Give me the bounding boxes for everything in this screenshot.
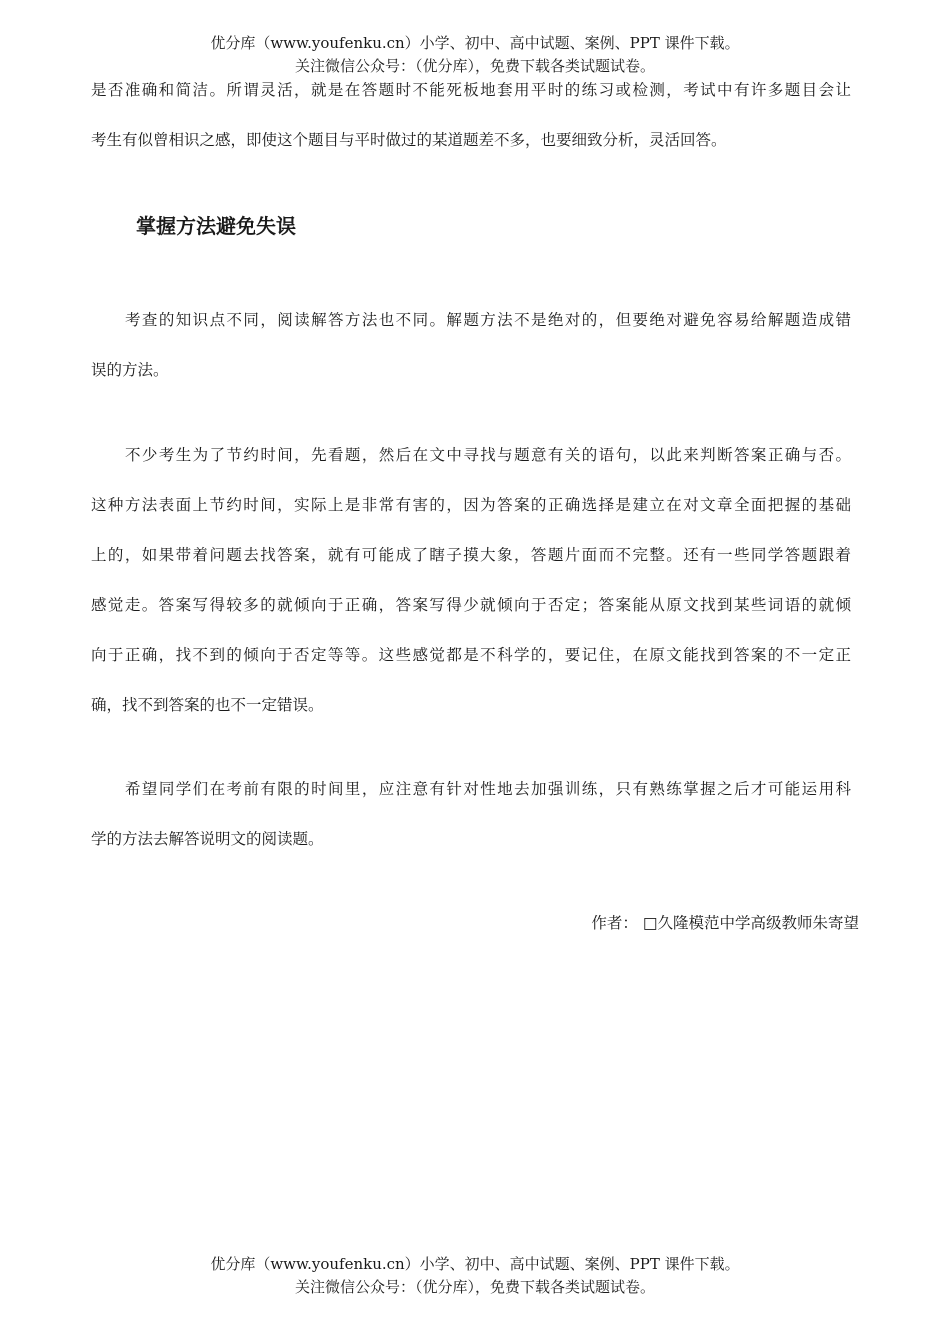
paragraph-3-line-2: 学的方法去解答说明文的阅读题。	[91, 830, 324, 848]
page-footer	[0, 1253, 950, 1299]
paragraph-3-line-1: 希望同学们在考前有限的时间里，应注意有针对性地去加强训练，只有熟练掌握之后才可能运用科	[125, 780, 851, 798]
footer-line-2: 关注微信公众号：（优分库），免费下载各类试题试卷。	[294, 1278, 655, 1296]
section-heading: 掌握方法避免失误	[136, 214, 296, 238]
paragraph-2-line-4: 感觉走。答案写得较多的就倾向于正确，答案写得少就倾向于否定；答案能从原文找到某些词语的就倾	[91, 596, 851, 614]
paragraph-0-line-2: 考生有似曾相识之感，即使这个题目与平时做过的某道题差不多，也要细致分析，灵活回答。	[91, 131, 727, 149]
paragraph-1-line-2: 误的方法。	[91, 361, 169, 379]
paragraph-2-line-5: 向于正确，找不到的倾向于否定等等。这些感觉都是不科学的，要记住，在原文能找到答案的不一定正	[91, 646, 851, 664]
page-header	[0, 32, 950, 78]
header-line-1: 优分库（www.youfenku.cn）小学、初中、高中试题、案例、PPT 课件下载。	[210, 34, 740, 52]
paragraph-2-line-6: 确，找不到答案的也不一定错误。	[91, 696, 324, 714]
paragraph-1-line-1: 考查的知识点不同，阅读解答方法也不同。解题方法不是绝对的，但要绝对避免容易给解题造成错	[125, 311, 851, 329]
paragraph-2-line-3: 上的，如果带着问题去找答案，就有可能成了瞎子摸大象，答题片面而不完整。还有一些同学答题跟着	[91, 546, 851, 564]
paragraph-0-line-1: 是否准确和简洁。所谓灵活，就是在答题时不能死板地套用平时的练习或检测，考试中有许多题目会让	[91, 81, 851, 99]
author-credit: 作者： □久隆模范中学高级教师朱寄望	[591, 914, 859, 932]
paragraph-2-line-2: 这种方法表面上节约时间，实际上是非常有害的，因为答案的正确选择是建立在对文章全面把握的基础	[91, 496, 851, 514]
header-line-2: 关注微信公众号：（优分库），免费下载各类试题试卷。	[294, 57, 655, 75]
footer-line-1: 优分库（www.youfenku.cn）小学、初中、高中试题、案例、PPT 课件下载。	[210, 1255, 740, 1273]
paragraph-2-line-1: 不少考生为了节约时间，先看题，然后在文中寻找与题意有关的语句，以此来判断答案正确与否。	[125, 446, 851, 464]
